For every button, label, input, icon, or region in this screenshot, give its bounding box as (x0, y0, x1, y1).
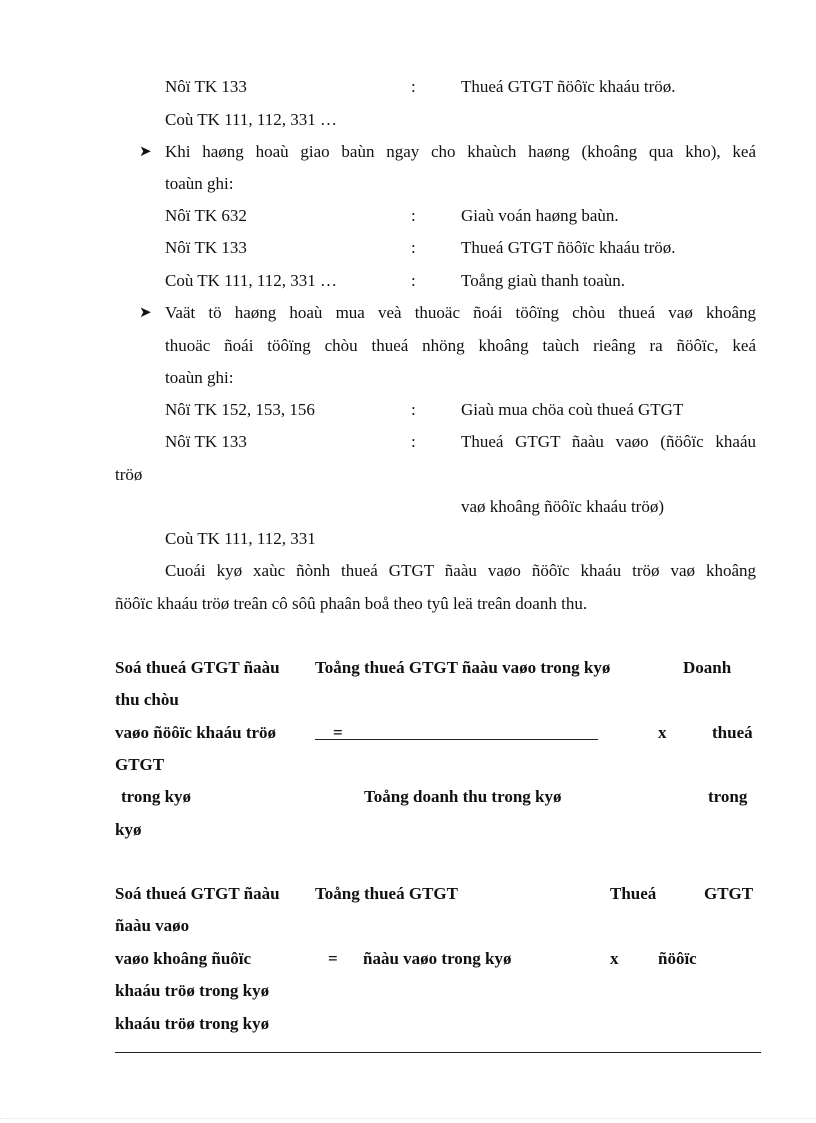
formula1-right-label: thueá (712, 723, 753, 742)
wrapped-text: tröø (115, 465, 143, 484)
formula1-left-label: vaøo ñöôïc khaáu tröø (115, 723, 277, 742)
entry-colon: : (411, 77, 416, 96)
wrapped-text: vaø khoâng ñöôïc khaáu tröø) (461, 497, 664, 516)
entry-account: Nôï TK 133 (165, 432, 247, 451)
entry-description: Toång giaù thanh toaùn. (461, 271, 626, 290)
entry-account: Nôï TK 632 (165, 206, 247, 225)
entry-colon: : (411, 271, 416, 290)
entry-colon: : (411, 238, 416, 257)
entry-account: Nôï TK 133 (165, 77, 247, 96)
formula1-wrap: kyø (115, 820, 142, 839)
arrow-bullet-icon: ➤ (139, 305, 152, 321)
bullet-text-line: toaùn ghi: (165, 368, 234, 387)
bullet-text-line: toaùn ghi: (165, 174, 234, 193)
entry-description: Giaù mua chöa coù thueá GTGT (461, 400, 684, 419)
formula2-wrap: khaáu tröø trong kyø (115, 981, 270, 1000)
formula2-middle-label: ñaàu vaøo trong kyø (363, 949, 512, 968)
entry-account: Coù TK 111, 112, 331 … (165, 110, 338, 129)
formula2-right-label: GTGT (704, 884, 754, 903)
entry-colon: : (411, 432, 416, 451)
formula1-denominator: Toång doanh thu trong kyø (364, 787, 562, 806)
formula1-right-label: Doanh (683, 658, 732, 677)
entry-account: Coù TK 111, 112, 331 (165, 529, 316, 548)
entry-description: Thueá GTGT ñöôïc khaáu tröø. (461, 238, 676, 257)
formula1-left-label: trong kyø (121, 787, 192, 806)
entry-account: Nôï TK 152, 153, 156 (165, 400, 315, 419)
formula2-equals: = (328, 949, 338, 968)
paragraph-line: Cuoái kyø xaùc ñònh thueá GTGT ñaàu vaøo ñöôïc khaáu tröø vaø khoâng (165, 561, 756, 580)
formula1-right-label: trong (708, 787, 748, 806)
formula2-top-label: Toång thueá GTGT (315, 884, 458, 903)
entry-description: Giaù voán haøng baùn. (461, 206, 619, 225)
formula2-wrap: khaáu tröø trong kyø (115, 1014, 270, 1033)
formula2-left-label: vaøo khoâng ñuôïc (115, 949, 252, 968)
formula2-wrap: ñaàu vaøo (115, 916, 190, 935)
formula1-wrap: GTGT (115, 755, 165, 774)
formula1-left-label: Soá thueá GTGT ñaàu (115, 658, 280, 677)
formula2-left-label: Soá thueá GTGT ñaàu (115, 884, 280, 903)
page-bottom-rule (115, 1052, 761, 1053)
entry-colon: : (411, 206, 416, 225)
bullet-text-line: thuoäc ñoái töôïng chòu thueá nhöng khoâng taùch rieâng ra ñöôïc, keá (165, 336, 756, 355)
entry-description: Thueá GTGT ñaàu vaøo (ñöôïc khaáu (461, 432, 756, 451)
bullet-text-line: Khi haøng hoaù giao baùn ngay cho khaùch haøng (khoâng qua kho), keá (165, 142, 756, 161)
fraction-bar (315, 739, 598, 740)
formula2-times: x (610, 949, 619, 968)
formula1-equals: = (333, 723, 343, 742)
formula2-right-label: Thueá (610, 884, 657, 903)
formula1-times: x (658, 723, 667, 742)
formula1-numerator: Toång thueá GTGT ñaàu vaøo trong kyø (315, 658, 611, 677)
entry-account: Coù TK 111, 112, 331 … (165, 271, 338, 290)
entry-description: Thueá GTGT ñöôïc khaáu tröø. (461, 77, 676, 96)
paragraph-line: ñöôïc khaáu tröø treân cô sôû phaân boå theo tyû leä treân doanh thu. (115, 594, 588, 613)
bullet-text-line: Vaät tö haøng hoaù mua veà thuoäc ñoái töôïng chòu thueá vaø khoâng (165, 303, 756, 322)
formula2-right-label: ñöôïc (658, 949, 697, 968)
page-edge-divider (0, 1118, 816, 1119)
formula1-wrap: thu chòu (115, 690, 179, 709)
entry-colon: : (411, 400, 416, 419)
entry-account: Nôï TK 133 (165, 238, 247, 257)
arrow-bullet-icon: ➤ (139, 144, 152, 160)
